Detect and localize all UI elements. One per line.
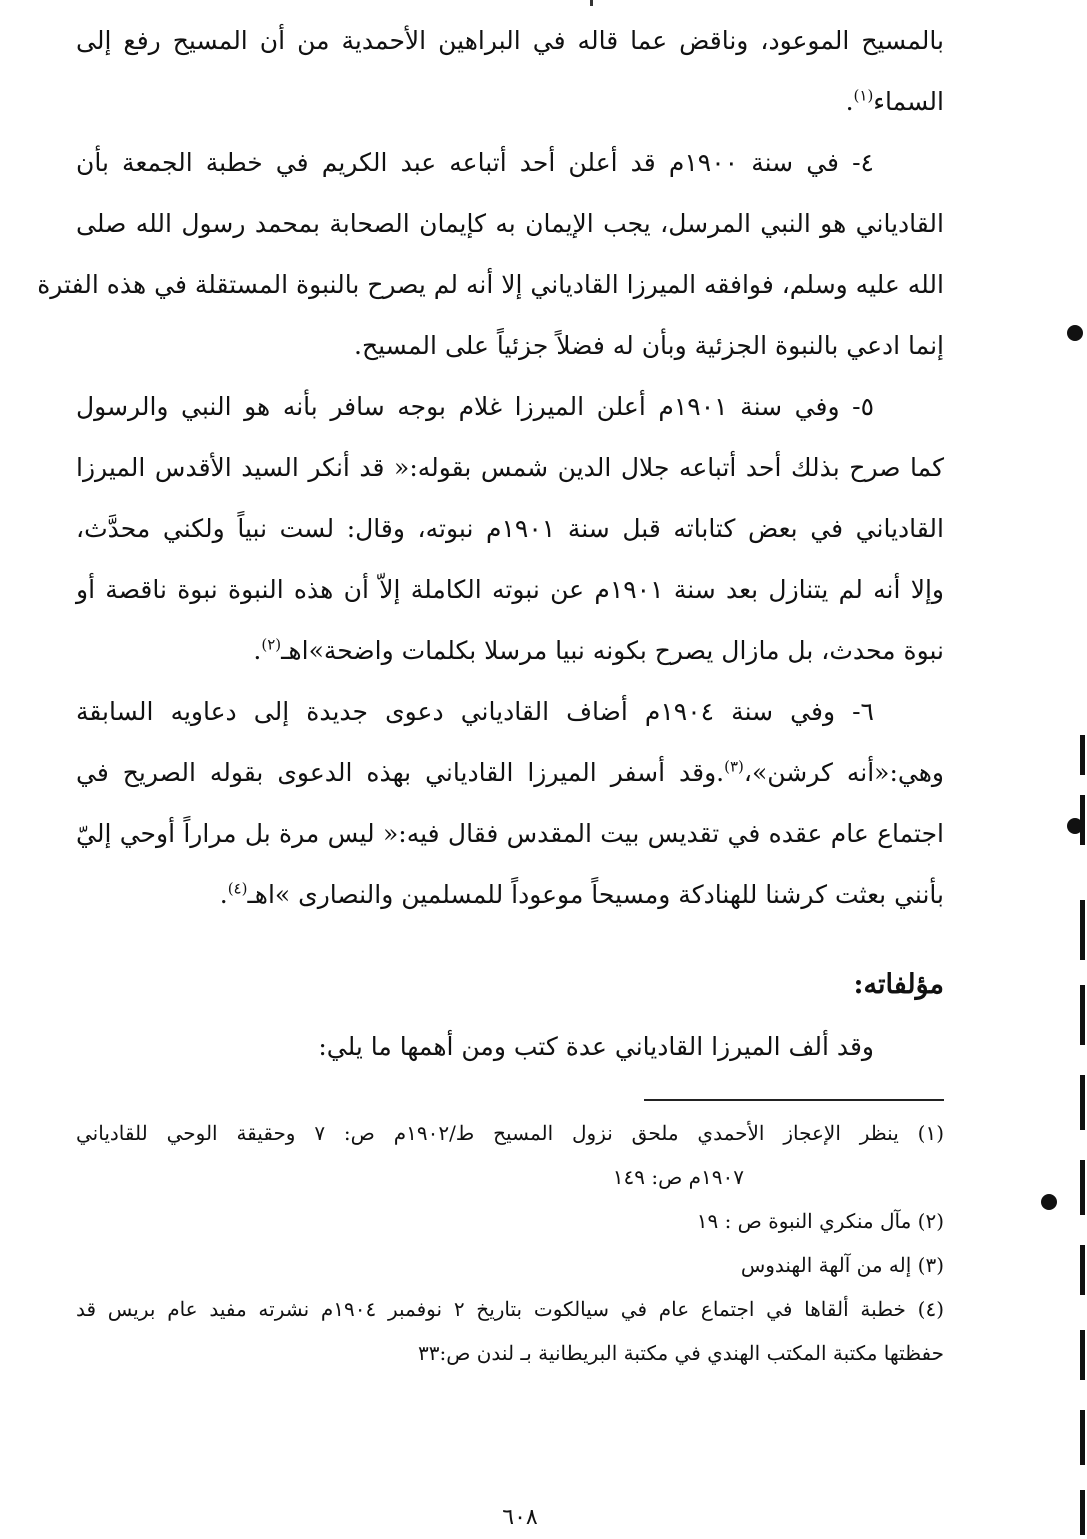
scan-edge-mark <box>1080 985 1085 1045</box>
footnote-line: (٤) خطبة ألقاها في اجتماع عام في سيالكوت بتاريخ ٢ نوفمبر ١٩٠٤م نشرته مفيد عام بريس قد <box>76 1297 944 1321</box>
text-line: ٤- في سنة ١٩٠٠م قد أعلن أحد أتباعه عبد الكريم في خطبة الجمعة بأن <box>76 148 874 177</box>
text-line: وإلا أنه لم يتنازل بعد سنة ١٩٠١م عن نبوته الكاملة إلاّ أن هذه النبوة نبوة ناقصة أو <box>76 575 944 604</box>
paragraph-item-4 <box>37 132 944 376</box>
scan-edge-mark <box>1080 735 1085 775</box>
scan-edge-mark <box>1080 1075 1085 1130</box>
footnote-ref: (٣) <box>724 757 744 776</box>
footnote-3 <box>76 1243 944 1287</box>
text-line: بالمسيح الموعود، وناقض عما قاله في البراهين الأحمدية من أن المسيح رفع إلى <box>76 26 944 55</box>
text-line: إنما ادعي بالنبوة الجزئية وبأن له فضلاً جزئياً على المسيح. <box>354 331 944 360</box>
binding-hole-mark <box>1041 1194 1057 1210</box>
footnote-line: (٣) إله من آلهة الهندوس <box>740 1253 944 1277</box>
text-line: كما صرح بذلك أحد أتباعه جلال الدين شمس بقوله:« قد أنكر السيد الأقدس الميرزا <box>76 453 944 482</box>
footnote-2 <box>76 1199 944 1243</box>
binding-hole-mark <box>1067 325 1083 341</box>
footnote-divider <box>644 1099 944 1101</box>
scan-edge-mark <box>1080 795 1085 845</box>
paragraph-1 <box>76 10 944 132</box>
scan-edge-mark <box>1080 1490 1085 1535</box>
text-fragment: وهي:«أنه كرشن»، <box>743 758 944 787</box>
text-fragment: بأنني بعثت كرشنا للهنادكة ومسيحاً موعوداً للمسلمين والنصارى »اهـ <box>247 880 944 909</box>
text-line: السماء$^{(١)}$. <box>845 86 944 116</box>
intro-text: وقد ألف الميرزا القادياني عدة كتب ومن أهمها ما يلي: <box>318 1032 874 1061</box>
text-line: اجتماع عام عقده في تقديس بيت المقدس فقال فيه:« ليس مرة بل مراراً أوحي إليّ <box>76 819 944 848</box>
footnote-1 <box>76 1111 944 1199</box>
text-line <box>76 742 944 803</box>
footnotes <box>76 1111 944 1375</box>
footnote-ref: (٢) <box>261 635 282 654</box>
scan-edge-mark <box>1080 1410 1085 1465</box>
footnote-ref: (٤) <box>227 879 248 898</box>
footnote-line: (٢) مآل منكري النبوة ص : ١٩ <box>696 1209 944 1233</box>
text-line: الله عليه وسلم، فوافقه الميرزا القادياني إلا أنه لم يصرح بالنبوة المستقلة في هذه الفترة <box>37 270 944 299</box>
text-line: نبوة محدث، بل مازال يصرح بكونه نبيا مرسلا بكلمات واضحة»اهـ$^{(٢)}$. <box>253 635 944 665</box>
text-line: ٥- وفي سنة ١٩٠١م أعلن الميرزا غلام بوجه سافر بأنه هو النبي والرسول <box>76 392 874 421</box>
scan-mark <box>590 0 593 6</box>
footnote-line: ١٩٠٧م ص: ١٤٩ <box>612 1165 744 1189</box>
scan-edge-mark <box>1080 1330 1085 1380</box>
text-fragment: نبوة محدث، بل مازال يصرح بكونه نبيا مرسلا بكلمات واضحة»اهـ <box>281 636 944 665</box>
page-body <box>37 10 944 1375</box>
text-line: بأنني بعثت كرشنا للهنادكة ومسيحاً موعوداً للمسلمين والنصارى »اهـ$^{(٤)}$. <box>219 879 944 909</box>
footnote-line: (١) ينظر الإعجاز الأحمدي ملحق نزول المسيح ط/١٩٠٢م ص: ٧ وحقيقة الوحي للقادياني <box>76 1121 944 1145</box>
paragraph-item-6 <box>76 681 944 925</box>
text-line: ٦- وفي سنة ١٩٠٤م أضاف القادياني دعوى جديدة إلى دعاويه السابقة <box>76 697 874 726</box>
footnote-4 <box>76 1287 944 1375</box>
footnote-ref: (١) <box>853 86 874 105</box>
text-line: القادياني هو النبي المرسل، يجب الإيمان به كإيمان الصحابة بمحمد رسول الله صلى <box>76 209 944 238</box>
scan-edge-mark <box>1080 1160 1085 1215</box>
scan-edge-mark <box>1080 900 1085 960</box>
text-fragment: السماء <box>873 87 944 116</box>
scan-edge-mark <box>1080 1245 1085 1295</box>
section-heading: مؤلفاته: <box>853 969 944 1000</box>
text-fragment: .وقد أسفر الميرزا القادياني بهذه الدعوى بقوله الصريح في <box>76 758 725 787</box>
footnote-line: حفظتها مكتبة المكتب الهندي في مكتبة البريطانية بـ لندن ص:٣٣ <box>417 1341 944 1365</box>
paragraph-item-5 <box>76 376 944 681</box>
page-number: ٦٠٨ <box>502 1505 538 1530</box>
text-line: القادياني في بعض كتاباته قبل سنة ١٩٠١م نبوته، وقال: لست نبياً ولكني محدَّث، <box>76 514 944 543</box>
